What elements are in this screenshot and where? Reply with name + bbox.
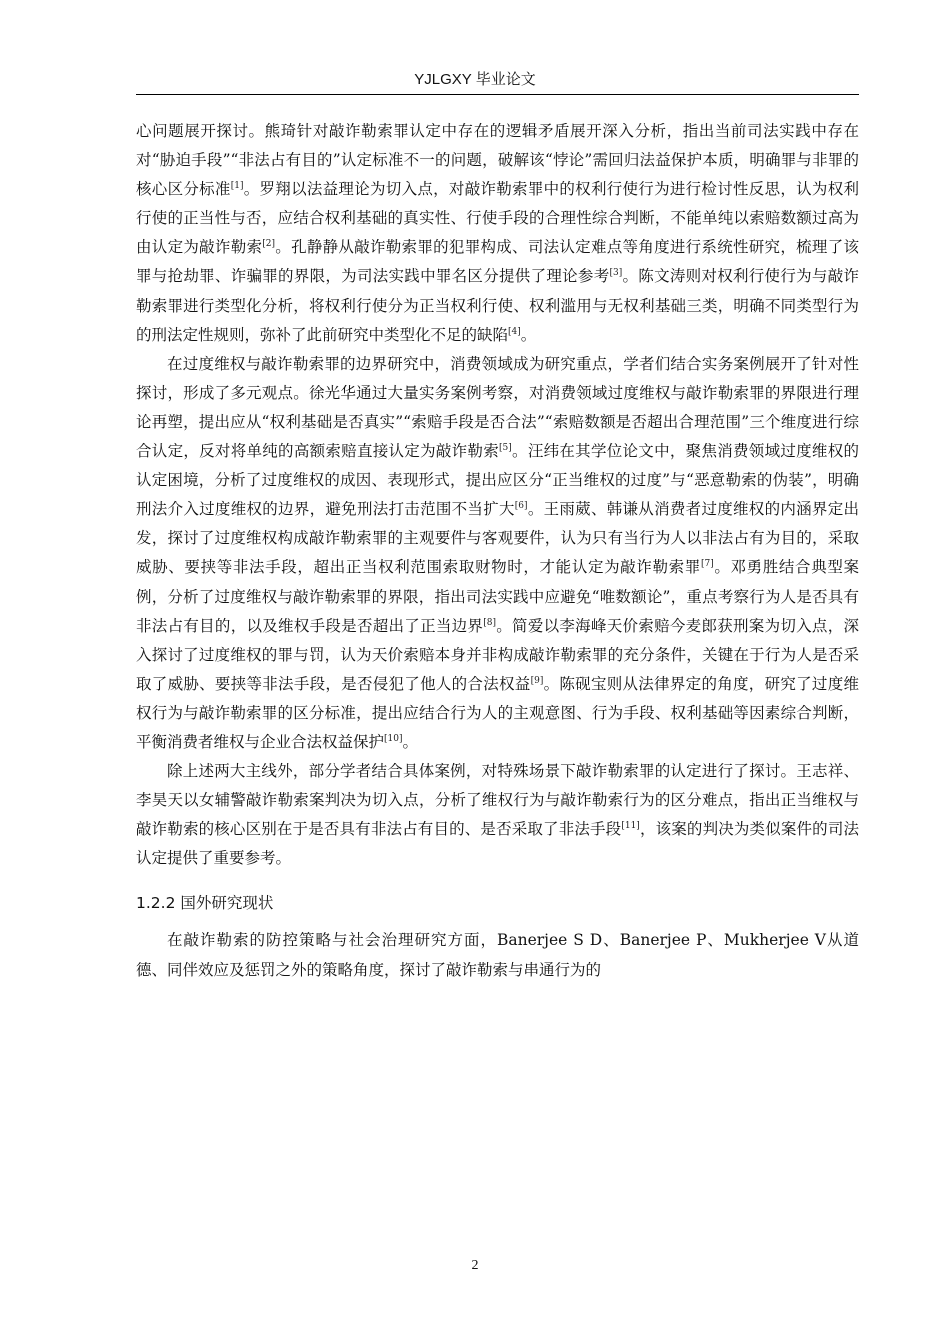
paragraph-text: 在过度维权与敲诈勒索罪的边界研究中，消费领域成为研究重点，学者们结合实务案例展开了针对性探讨，形成了多元观点。徐光华通过大量实务案例考察，对消费领域过度维权与敲诈勒索罪的界限进行理论再塑，提出应从“权利基础是否真实”“索赔手段是否合法”“索赔数额是否超出合理范围”三个维度进行综合认定，反对将单纯的高额索赔直接认定为敲诈勒索 — [136, 354, 859, 461]
body-paragraph — [136, 350, 859, 757]
paragraph-text: 。简爱以李海峰天价索赔今麦郎获刑案为切入点，深入探讨了过度维权的罪与罚，认为天价索赔本身并非构成敲诈勒索罪的充分条件，关键在于行为人是否采取了威胁、要挟等非法手段，是否侵犯了他人的合法权益 — [136, 616, 859, 693]
citation-reference[interactable]: [3] — [609, 268, 623, 279]
citation-reference[interactable]: [10] — [384, 733, 403, 744]
page-number: 2 — [471, 1258, 479, 1273]
citation-reference[interactable]: [4] — [508, 326, 521, 337]
body-paragraph — [136, 926, 859, 984]
citation-reference[interactable]: [6] — [514, 501, 528, 512]
paragraph-text: 心问题展开探讨。熊琦针对敲诈勒索罪认定中存在的逻辑矛盾展开深入分析，指出当前司法实践中存在对“胁迫手段”“非法占有目的”认定标准不一的问题，破解该“悖论”需回归法益保护本质，明确罪与非罪的核心区分标准 — [136, 122, 859, 199]
header-divider — [136, 94, 859, 95]
document-body — [136, 117, 859, 985]
paragraph-text: 。汪纬在其学位论文中，聚焦消费领域过度维权的认定困境，分析了过度维权的成因、表现形式，提出应区分“正当维权的过度”与“恶意勒索的伪装”，明确刑法介入过度维权的边界，避免刑法打击范围不当扩大 — [136, 442, 859, 519]
paragraph-group — [136, 117, 859, 873]
body-paragraph — [136, 757, 859, 873]
paragraph-text: 。 — [402, 732, 419, 751]
paragraph-text: 。 — [520, 325, 537, 344]
paragraph-text: 。王雨葳、韩谦从消费者过度维权的内涵界定出发，探讨了过度维权构成敲诈勒索罪的主观要件与客观要件，认为只有当行为人以非法占有为目的，采取威胁、要挟等非法手段，超出正当权利范围索取财物时，才能认定为敲诈勒索罪 — [136, 500, 859, 577]
citation-reference[interactable]: [1] — [230, 181, 244, 192]
citation-reference[interactable]: [5] — [499, 442, 512, 453]
citation-reference[interactable]: [2] — [262, 239, 276, 250]
citation-reference[interactable]: [8] — [483, 617, 496, 628]
paragraph-text: 。邓勇胜结合典型案例，分析了过度维权与敲诈勒索罪的界限，指出司法实践中应避免“唯数额论”，重点考察行为人是否具有非法占有目的，以及维权手段是否超出了正当边界 — [136, 558, 859, 635]
paragraph-text: 除上述两大主线外，部分学者结合具体案例，对特殊场景下敲诈勒索罪的认定进行了探讨。王志祥、李昊天以女辅警敲诈勒索案判决为切入点，分析了维权行为与敲诈勒索行为的区分难点，指出正当维权与敲诈勒索的核心区别在于是否具有非法占有目的、是否采取了非法手段 — [136, 762, 859, 839]
section-heading: 1.2.2 国外研究现状 — [136, 894, 274, 913]
paragraph-text: 。孔静静从敲诈勒索罪的犯罪构成、司法认定难点等角度进行系统性研究，梳理了该罪与抢劫罪、诈骗罪的界限，为司法实践中罪名区分提供了理论参考 — [136, 238, 859, 286]
paragraph-text: 在敲诈勒索的防控策略与社会治理研究方面，Banerjee S D、Banerjee P、Mukherjee V从道德、同伴效应及惩罚之外的策略角度，探讨了敲诈勒索与串通行为的 — [136, 931, 859, 979]
paragraph-text: 。陈文涛则对权利行使行为与敲诈勒索罪进行类型化分析，将权利行使分为正当权利行使、权利滥用与无权利基础三类，明确不同类型行为的刑法定性规则，弥补了此前研究中类型化不足的缺陷 — [136, 267, 859, 344]
paragraph-text: 。罗翔以法益理论为切入点，对敲诈勒索罪中的权利行使行为进行检讨性反思，认为权利行使的正当性与否，应结合权利基础的真实性、行使手段的合理性综合判断，不能单纯以索赔数额过高为由认定为敲诈勒索 — [136, 180, 859, 257]
paragraph-group — [136, 926, 859, 984]
paragraph-text: ，该案的判决为类似案件的司法认定提供了重要参考。 — [136, 820, 859, 868]
body-paragraph — [136, 117, 859, 350]
running-header: YJLGXY 毕业论文 — [414, 71, 536, 88]
citation-reference[interactable]: [7] — [700, 559, 714, 570]
citation-reference[interactable]: [11] — [621, 821, 640, 832]
paragraph-text: 。陈砚宝则从法律界定的角度，研究了过度维权行为与敲诈勒索罪的区分标准，提出应结合行为人的主观意图、行为手段、权利基础等因素综合判断，平衡消费者维权与企业合法权益保护 — [136, 674, 859, 751]
citation-reference[interactable]: [9] — [530, 675, 544, 686]
